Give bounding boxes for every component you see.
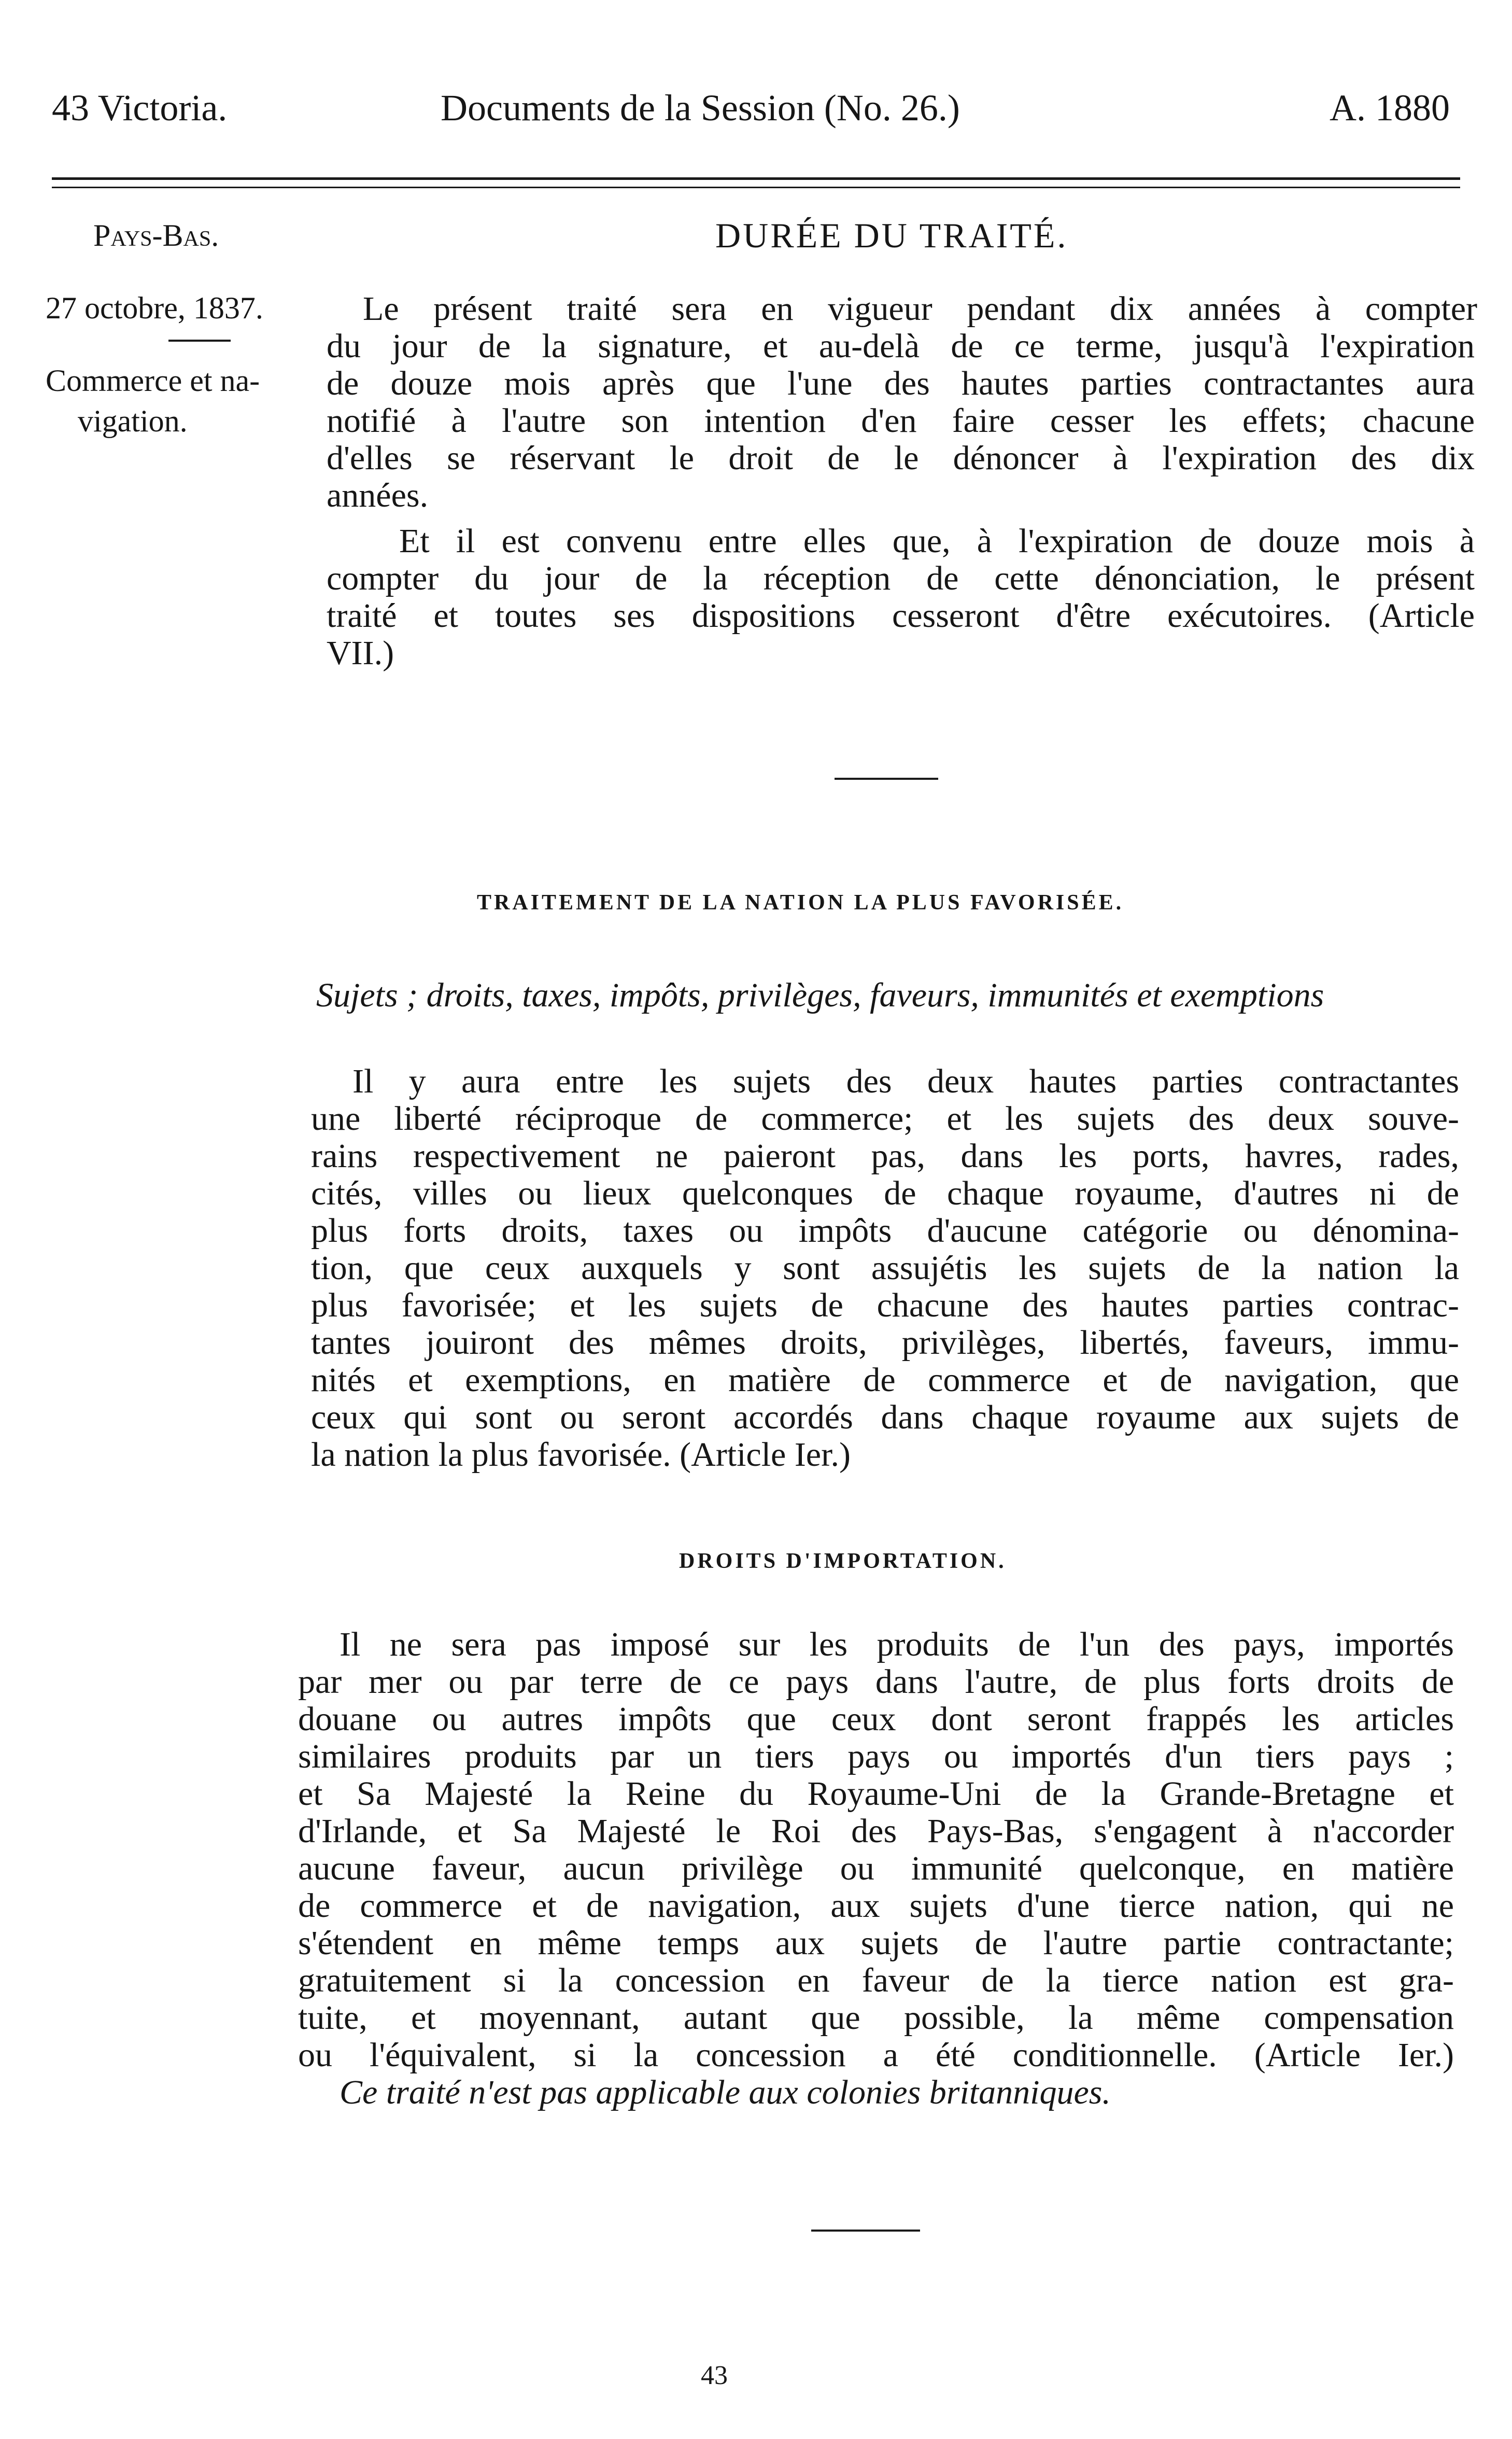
nation-line-6: tion, que ceux auxquels y sont assujétis les sujets de la nation la — [311, 1249, 1459, 1287]
margin-subject-line-2: vigation. — [78, 404, 188, 438]
duree-line-9: traité et toutes ses dispositions cesseront d'être exécutoires. (Article — [327, 597, 1475, 635]
margin-subject-line-1: Commerce et na- — [46, 363, 260, 398]
nation-line-3: rains respectivement ne paieront pas, dans les ports, havres, rades, — [311, 1137, 1459, 1175]
import-line-6: d'Irlande, et Sa Majesté le Roi des Pays-Bas, s'engagent à n'accorder — [298, 1812, 1454, 1850]
duree-line-10: VII.) — [327, 634, 394, 672]
import-line-8: de commerce et de navigation, aux sujets d'une tierce nation, qui ne — [298, 1887, 1454, 1925]
section-divider-2 — [811, 2230, 920, 2232]
import-line-4: similaires produits par un tiers pays ou importés d'un tiers pays ; — [298, 1737, 1454, 1775]
import-line-12: ou l'équivalent, si la concession a été conditionnelle. (Article Ier.) — [298, 2036, 1454, 2074]
running-header-right: A. 1880 — [1330, 87, 1450, 129]
duree-line-8: compter du jour de la réception de cette dénonciation, le présent — [327, 559, 1475, 597]
section-title-nation-favorisee: TRAITEMENT DE LA NATION LA PLUS FAVORISÉE. — [477, 891, 1124, 915]
running-header-left: 43 Victoria. — [52, 87, 228, 129]
header-rule-bottom — [52, 187, 1460, 188]
nation-line-9: nités et exemptions, en matière de commerce et de navigation, que — [311, 1361, 1459, 1399]
import-line-1: Il ne sera pas imposé sur les produits de l'un des pays, importés — [340, 1625, 1454, 1663]
import-line-3: douane ou autres impôts que ceux dont seront frappés les articles — [298, 1700, 1454, 1738]
section-title-duree: DURÉE DU TRAITÉ. — [715, 216, 1068, 255]
import-line-5: et Sa Majesté la Reine du Royaume-Uni de la Grande-Bretagne et — [298, 1775, 1454, 1813]
duree-line-1: Le présent traité sera en vigueur pendant dix années à compter — [363, 290, 1477, 328]
duree-line-6: années. — [327, 476, 429, 514]
import-line-11: tuite, et moyennant, autant que possible, la même compensation — [298, 1999, 1454, 2037]
import-line-9: s'étendent en même temps aux sujets de l'autre partie contractante; — [298, 1924, 1454, 1962]
margin-country: Pays-Bas. — [93, 218, 219, 253]
nation-line-1: Il y aura entre les sujets des deux hautes parties contractantes — [352, 1062, 1459, 1100]
import-line-7: aucune faveur, aucun privilège ou immunité quelconque, en matière — [298, 1849, 1454, 1887]
duree-line-5: d'elles se réservant le droit de le dénoncer à l'expiration des dix — [327, 439, 1475, 477]
import-note: Ce traité n'est pas applicable aux colonies britanniques. — [340, 2073, 1111, 2111]
import-line-2: par mer ou par terre de ce pays dans l'autre, de plus forts droits de — [298, 1663, 1454, 1701]
nation-line-11: la nation la plus favorisée. (Article Ier.) — [311, 1436, 851, 1474]
section-divider-1 — [835, 778, 938, 780]
margin-dash — [168, 340, 231, 342]
nation-line-8: tantes jouiront des mêmes droits, privilèges, libertés, faveurs, immu- — [311, 1324, 1459, 1362]
duree-line-7: Et il est convenu entre elles que, à l'expiration de douze mois à — [399, 522, 1475, 560]
running-header-center: Documents de la Session (No. 26.) — [441, 87, 960, 129]
duree-line-3: de douze mois après que l'une des hautes parties contractantes aura — [327, 365, 1475, 402]
import-line-10: gratuitement si la concession en faveur de la tierce nation est gra- — [298, 1961, 1454, 1999]
margin-date: 27 octobre, 1837. — [46, 291, 263, 325]
duree-line-2: du jour de la signature, et au-delà de ce terme, jusqu'à l'expiration — [327, 327, 1475, 365]
header-rule-top — [52, 177, 1460, 180]
nation-line-10: ceux qui sont ou seront accordés dans chaque royaume aux sujets de — [311, 1398, 1459, 1436]
nation-line-7: plus favorisée; et les sujets de chacune des hautes parties contrac- — [311, 1286, 1459, 1324]
nation-line-5: plus forts droits, taxes ou impôts d'aucune catégorie ou dénomina- — [311, 1212, 1459, 1250]
nation-line-4: cités, villes ou lieux quelconques de chaque royaume, d'autres ni de — [311, 1174, 1459, 1212]
duree-line-4: notifié à l'autre son intention d'en faire cesser les effets; chacune — [327, 402, 1475, 440]
nation-line-2: une liberté réciproque de commerce; et les sujets des deux souve- — [311, 1100, 1459, 1138]
section-subtitle-sujets: Sujets ; droits, taxes, impôts, privilèges, faveurs, immunités et exemptions — [316, 976, 1324, 1014]
section-title-droits-importation: DROITS D'IMPORTATION. — [679, 1549, 1007, 1573]
page-number: 43 — [701, 2361, 728, 2390]
